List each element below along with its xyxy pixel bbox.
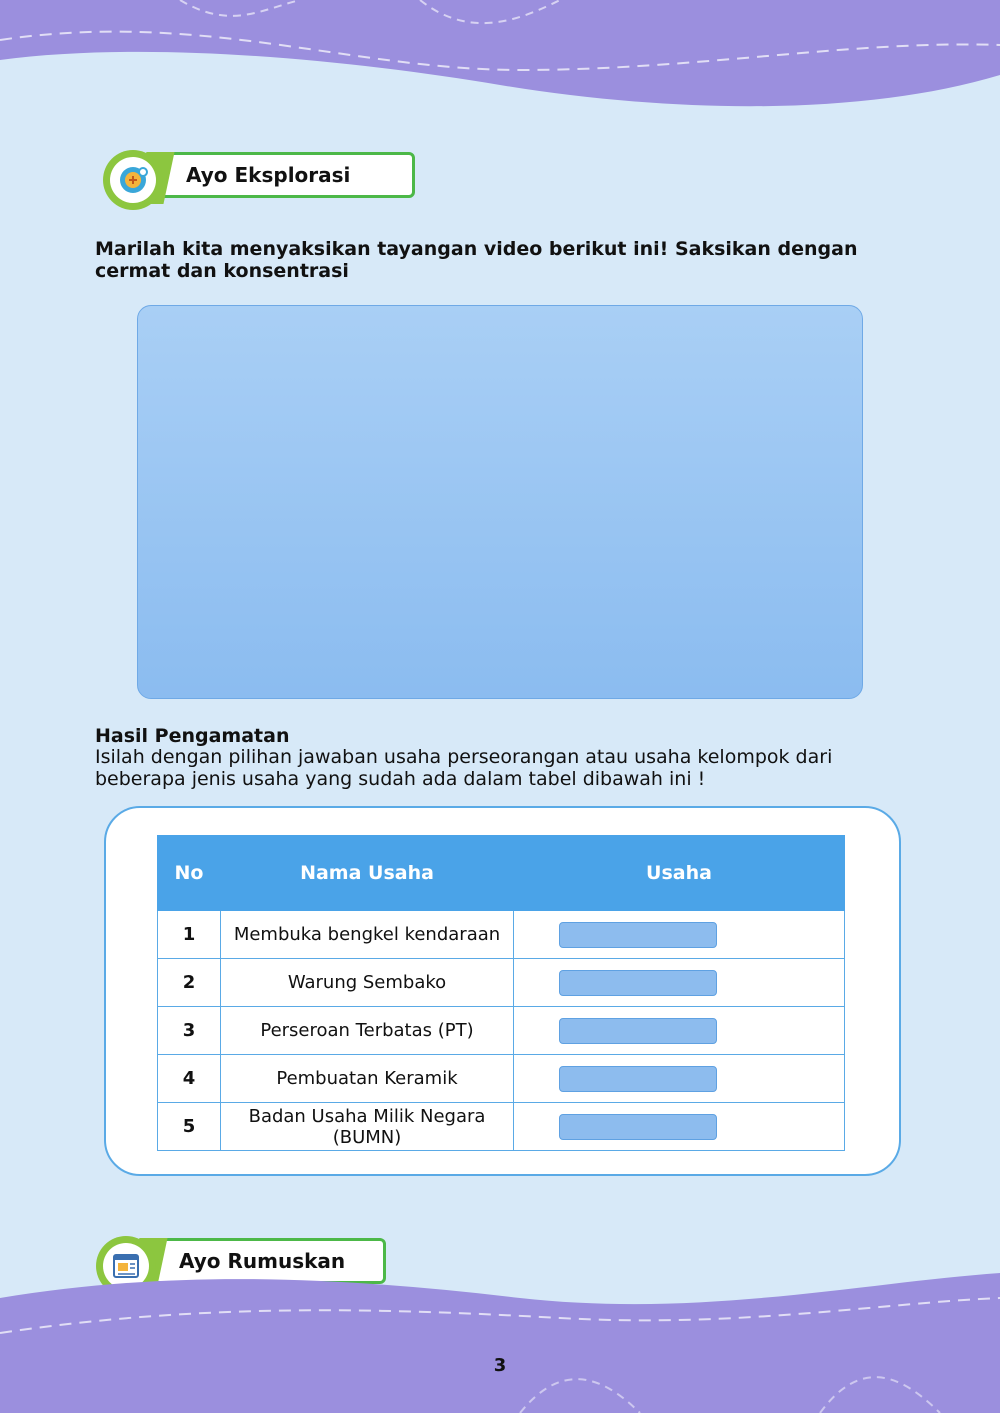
business-name: Badan Usaha Milik Negara (BUMN) [221,1103,514,1151]
answer-dropdown[interactable] [559,1066,717,1092]
row-number: 1 [158,911,221,959]
page-number: 3 [493,1355,507,1376]
table-row [158,1103,845,1151]
business-name: Membuka bengkel kendaraan [221,911,514,959]
bottom-wave-decoration [0,1263,1000,1413]
answer-dropdown[interactable] [559,1114,717,1140]
table-header-row [158,836,845,911]
table-row [158,911,845,959]
observation-title: Hasil Pengamatan [95,725,290,747]
answer-dropdown[interactable] [559,970,717,996]
answer-dropdown[interactable] [559,1018,717,1044]
table-row [158,1055,845,1103]
business-name: Pembuatan Keramik [221,1055,514,1103]
table-row [158,959,845,1007]
column-header-type: Usaha [514,836,845,911]
business-table [157,835,845,1151]
top-wave-decoration [0,0,1000,130]
column-header-name: Nama Usaha [221,836,514,911]
section-tab [143,152,415,198]
observation-instruction: Isilah dengan pilihan jawaban usaha perseorangan atau usaha kelompok dari beberapa jenis usaha yang sudah ada dalam tabel dibawah ini ! [95,746,833,790]
section-badge-explore [103,152,415,208]
explore-badge-circle [103,150,163,210]
video-player[interactable] [137,305,863,699]
row-number: 5 [158,1103,221,1151]
column-header-no: No [158,836,221,911]
row-number: 4 [158,1055,221,1103]
business-name: Warung Sembako [221,959,514,1007]
row-number: 2 [158,959,221,1007]
section-title-explore: Ayo Eksplorasi [186,163,351,187]
brain-gear-icon [116,163,150,197]
table-row [158,1007,845,1055]
row-number: 3 [158,1007,221,1055]
business-name: Perseroan Terbatas (PT) [221,1007,514,1055]
video-instruction: Marilah kita menyaksikan tayangan video berikut ini! Saksikan dengan cermat dan konsentrasi [95,238,858,282]
answer-dropdown[interactable] [559,922,717,948]
section-title-formulate: Ayo Rumuskan [179,1249,346,1273]
business-table-card [104,806,901,1176]
